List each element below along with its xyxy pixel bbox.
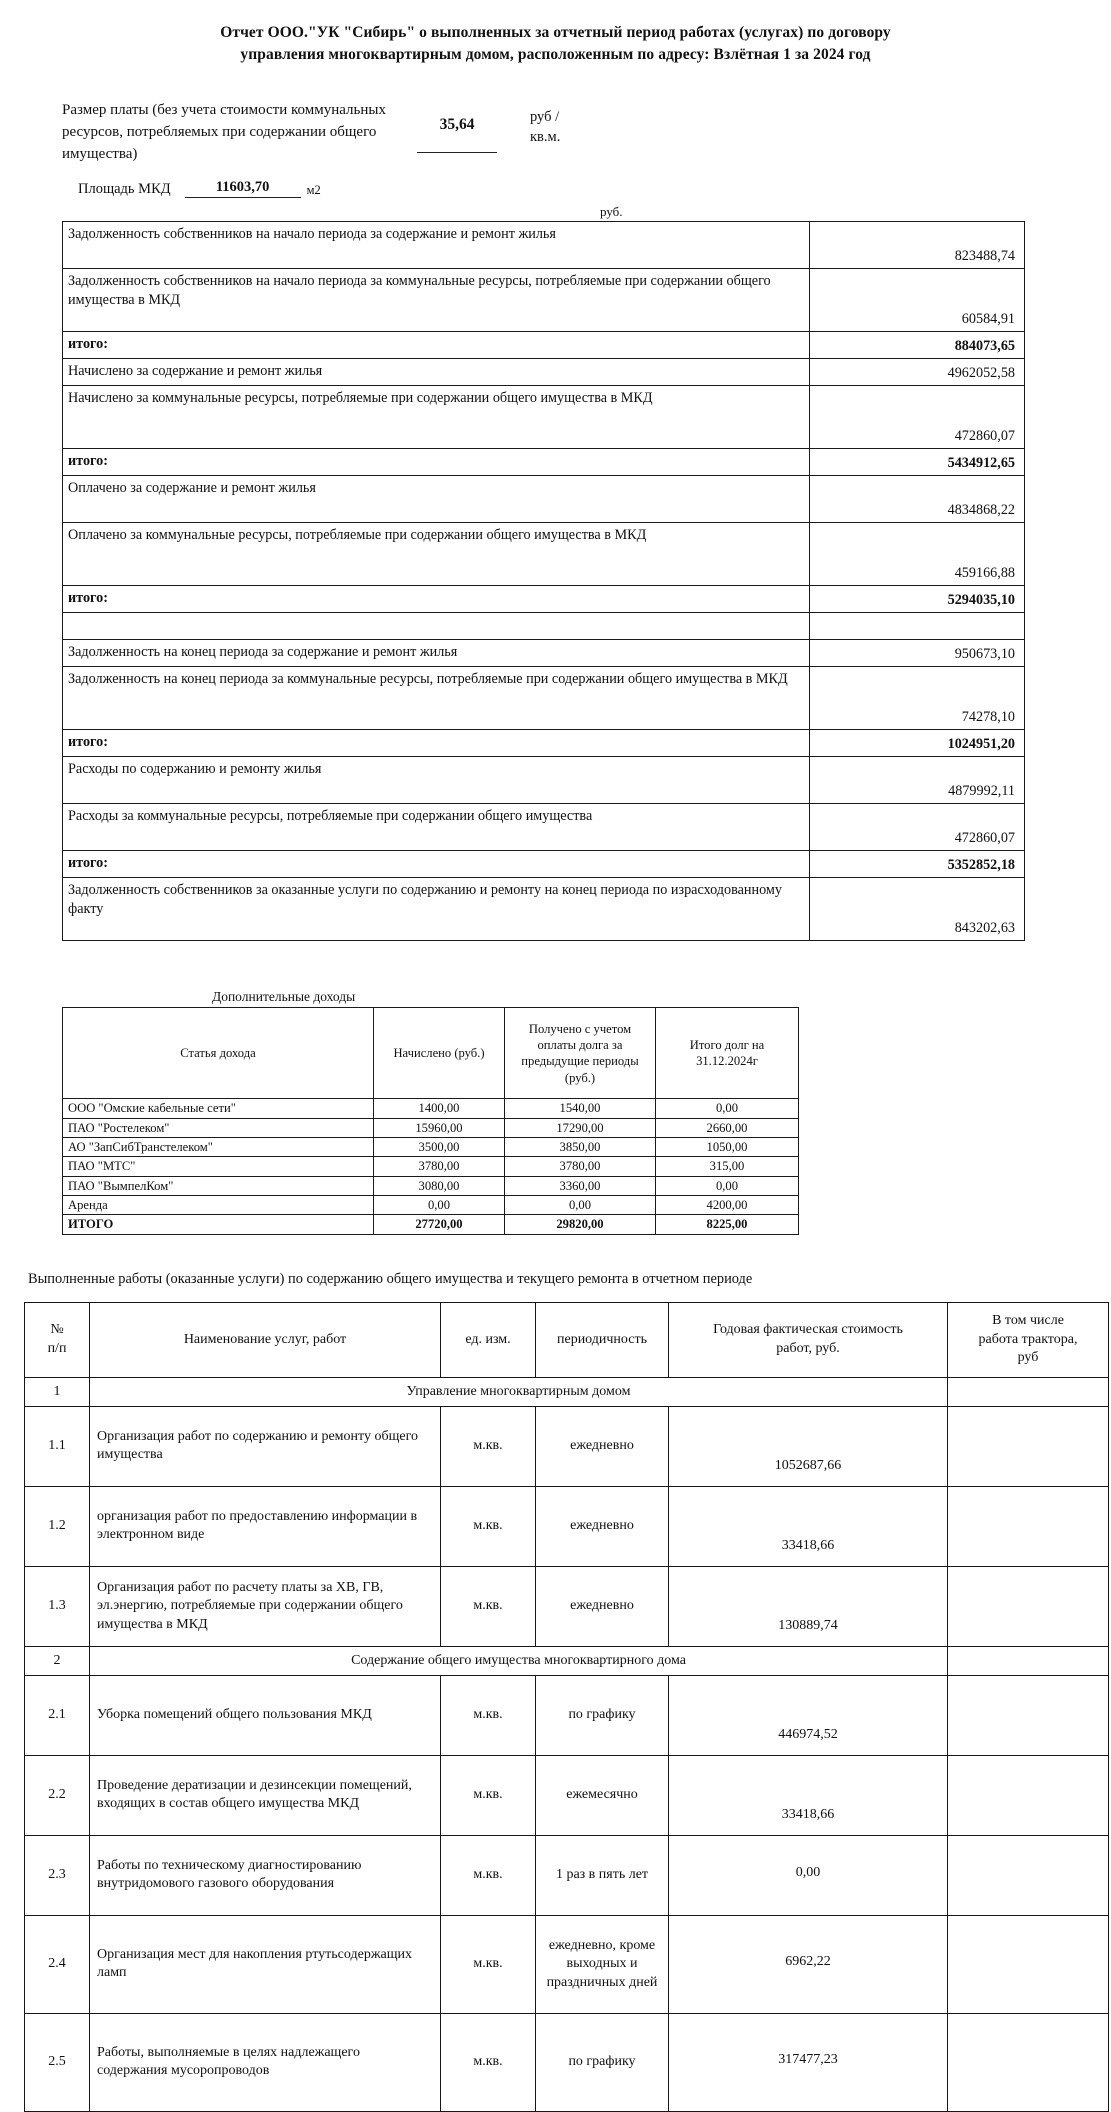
works-col-header-number-line-2: п/п [47,1340,67,1356]
table-row [25,1835,1109,1915]
finance-row-label: итого: [63,332,810,359]
works-col-header-tractor-line-3: руб [1017,1350,1039,1365]
finance-row-value: 459166,88 [810,523,1025,586]
works-row-cost: 0,00 [669,1835,948,1915]
table-row [25,1406,1109,1486]
income-accrued: 1400,00 [374,1099,505,1118]
income-name: Аренда [63,1196,374,1215]
works-row-number: 1.2 [25,1486,90,1566]
works-row-cost: 1052687,66 [669,1406,948,1486]
works-col-header-tractor-line-2: работа трактора, [978,1331,1078,1347]
income-name: ООО "Омские кабельные сети" [63,1099,374,1118]
building-area-unit: м2 [306,183,321,198]
works-row-name: организация работ по предоставлению информации в электронном виде [90,1486,441,1566]
works-row-tractor [948,1486,1109,1566]
table-header-row [63,1008,799,1099]
income-name: ПАО "Ростелеком" [63,1118,374,1137]
finance-row-value: 4879992,11 [810,757,1025,804]
works-row-name: Работы по техническому диагностированию внутридомового газового оборудования [90,1835,441,1915]
works-row-frequency: ежемесячно [536,1755,669,1835]
finance-row-label: итого: [63,586,810,613]
works-row-number: 1.3 [25,1566,90,1646]
finance-row-value: 823488,74 [810,222,1025,269]
works-col-header-cost-line-2: работ, руб. [776,1340,840,1356]
income-debt: 315,00 [656,1157,799,1176]
income-received: 3850,00 [505,1137,656,1156]
page-title-line-2: управления многоквартирным домом, расположенным по адресу: Взлётная 1 за 2024 год [240,46,871,63]
works-row-cost: 446974,52 [669,1675,948,1755]
works-row-name: Проведение дератизации и дезинсекции помещений, входящих в состав общего имущества МКД [90,1755,441,1835]
table-row [63,878,1025,941]
page-title [146,22,966,66]
table-row [63,1137,799,1156]
table-row [63,523,1025,586]
works-row-tractor [948,1675,1109,1755]
works-col-header-tractor-line-1: В том числе [992,1313,1064,1329]
works-row-name: Организация мест для накопления ртутьсодержащих ламп [90,1915,441,2013]
works-row-unit: м.кв. [441,1755,536,1835]
finance-row-label: Задолженность на конец периода за коммунальные ресурсы, потребляемые при содержании общего имущества в МКД [63,667,810,730]
finance-row-value [810,613,1025,640]
works-row-number: 2.1 [25,1675,90,1755]
finance-row-value: 472860,07 [810,386,1025,449]
works-row-cost: 130889,74 [669,1566,948,1646]
works-row-unit: м.кв. [441,1486,536,1566]
income-received: 1540,00 [505,1099,656,1118]
report-page [0,22,1111,2112]
income-accrued: 15960,00 [374,1118,505,1137]
works-row-frequency: 1 раз в пять лет [536,1835,669,1915]
payment-rate-value-wrap [392,100,522,153]
works-col-header-tractor [948,1302,1109,1377]
finance-row-value: 843202,63 [810,878,1025,941]
finance-row-value: 74278,10 [810,667,1025,730]
finance-row-value: 884073,65 [810,332,1025,359]
works-row-cost: 33418,66 [669,1755,948,1835]
works-row-cost: 6962,22 [669,1915,948,2013]
works-row-name: Работы, выполняемые в целях надлежащего содержания мусоропроводов [90,2013,441,2111]
works-row-unit: м.кв. [441,1406,536,1486]
income-accrued: 0,00 [374,1196,505,1215]
income-col-header-received: Получено с учетом оплаты долга за предыдущие периоды (руб.) [505,1008,656,1099]
finance-row-label [63,613,810,640]
income-col-header-name: Статья дохода [63,1008,374,1099]
table-row [63,1118,799,1137]
works-row-number: 2.3 [25,1835,90,1915]
works-row-name: Организация работ по содержанию и ремонту общего имущества [90,1406,441,1486]
table-row [63,222,1025,269]
finance-row-value: 1024951,20 [810,730,1025,757]
income-total-label: ИТОГО [63,1215,374,1234]
works-row-number: 2.4 [25,1915,90,2013]
table-total-row [63,1215,799,1234]
finance-row-value: 5294035,10 [810,586,1025,613]
payment-rate-value: 35,64 [439,116,475,133]
table-header-row [25,1302,1109,1377]
works-row-frequency: ежедневно, кроме выходных и праздничных дней [536,1915,669,2013]
works-row-number: 2.2 [25,1755,90,1835]
works-row-tractor [948,1835,1109,1915]
table-row [63,359,1025,386]
income-debt: 4200,00 [656,1196,799,1215]
payment-rate-units [522,100,560,147]
finance-row-value: 950673,10 [810,640,1025,667]
works-row-number: 1 [25,1377,90,1406]
income-debt: 2660,00 [656,1118,799,1137]
works-row-frequency: ежедневно [536,1406,669,1486]
works-row-unit: м.кв. [441,1915,536,2013]
finance-row-label: Задолженность собственников на начало периода за содержание и ремонт жилья [63,222,810,269]
payment-rate-unit-line-2: кв.м. [530,128,561,145]
building-area-value: 11603,70 [185,179,301,198]
works-row-name: Организация работ по расчету платы за ХВ, ГВ, эл.энергию, потребляемые при содержании общего имущества в МКД [90,1566,441,1646]
finance-row-label: итого: [63,851,810,878]
works-row-frequency: по графику [536,1675,669,1755]
works-col-header-number [25,1302,90,1377]
building-area-label: Площадь МКД [78,181,171,198]
finance-row-value: 4962052,58 [810,359,1025,386]
income-total-debt: 8225,00 [656,1215,799,1234]
works-row-number: 2.5 [25,2013,90,2111]
works-row-number: 1.1 [25,1406,90,1486]
table-row [25,1675,1109,1755]
works-row-tractor [948,1566,1109,1646]
table-row [63,476,1025,523]
income-accrued: 3080,00 [374,1176,505,1195]
income-debt: 0,00 [656,1176,799,1195]
finance-currency-header: руб. [600,204,623,220]
income-col-header-accrued: Начислено (руб.) [374,1008,505,1099]
works-col-header-name: Наименование услуг, работ [90,1302,441,1377]
table-section-row [25,1646,1109,1675]
table-row [63,640,1025,667]
works-row-tractor [948,1915,1109,2013]
table-row [63,332,1025,359]
table-row [63,449,1025,476]
works-row-name: Уборка помещений общего пользования МКД [90,1675,441,1755]
income-name: ПАО "ВымпелКом" [63,1176,374,1195]
income-name: АО "ЗапСибТранстелеком" [63,1137,374,1156]
income-total-accrued: 27720,00 [374,1215,505,1234]
table-row [63,757,1025,804]
income-debt: 0,00 [656,1099,799,1118]
building-area-block [78,179,1111,198]
finance-row-label: итого: [63,730,810,757]
works-row-tractor [948,1377,1109,1406]
finance-row-label: Расходы по содержанию и ремонту жилья [63,757,810,804]
works-section-title: Управление многоквартирным домом [90,1377,948,1406]
table-row [25,1566,1109,1646]
payment-rate-unit-line-1: руб / [530,109,560,125]
works-row-tractor [948,2013,1109,2111]
works-row-frequency: по графику [536,2013,669,2111]
finance-row-label: Задолженность собственников за оказанные услуги по содержанию и ремонту на конец периода по израсходованному факту [63,878,810,941]
works-row-unit: м.кв. [441,1835,536,1915]
finance-row-label: Оплачено за содержание и ремонт жилья [63,476,810,523]
table-row [63,804,1025,851]
finance-row-label: Оплачено за коммунальные ресурсы, потребляемые при содержании общего имущества в МКД [63,523,810,586]
finance-table [62,221,1025,941]
works-row-frequency: ежедневно [536,1566,669,1646]
income-received: 17290,00 [505,1118,656,1137]
table-row [63,1196,799,1215]
table-row [63,386,1025,449]
table-row-spacer [63,613,1025,640]
table-section-row [25,1377,1109,1406]
works-row-frequency: ежедневно [536,1486,669,1566]
works-row-unit: м.кв. [441,1675,536,1755]
payment-rate-block [62,100,682,165]
extra-income-caption: Дополнительные доходы [212,989,356,1005]
table-row [63,1157,799,1176]
finance-row-value: 5434912,65 [810,449,1025,476]
works-section-title: Содержание общего имущества многоквартирного дома [90,1646,948,1675]
works-row-tractor [948,1646,1109,1675]
works-row-unit: м.кв. [441,1566,536,1646]
works-col-header-cost-line-1: Годовая фактическая стоимость [713,1322,903,1338]
finance-row-label: Начислено за содержание и ремонт жилья [63,359,810,386]
finance-row-label: Задолженность собственников на начало периода за коммунальные ресурсы, потребляемые при содержании общего имущества в МКД [63,269,810,332]
finance-row-value: 472860,07 [810,804,1025,851]
income-received: 0,00 [505,1196,656,1215]
works-col-header-cost [669,1302,948,1377]
table-row [25,1755,1109,1835]
payment-rate-underline [417,152,497,153]
finance-row-value: 60584,91 [810,269,1025,332]
payment-rate-label: Размер платы (без учета стоимости коммунальных ресурсов, потребляемых при содержании общего имущества) [62,102,386,162]
table-row [63,730,1025,757]
finance-row-label: итого: [63,449,810,476]
table-row [63,667,1025,730]
works-col-header-number-line-1: № [50,1322,64,1338]
table-row [63,851,1025,878]
finance-row-label: Начислено за коммунальные ресурсы, потребляемые при содержании общего имущества в МКД [63,386,810,449]
income-name: ПАО "МТС" [63,1157,374,1176]
table-row [25,2013,1109,2111]
works-intro-text: Выполненные работы (оказанные услуги) по содержанию общего имущества и текущего ремонта в отчетном периоде [28,1270,753,1287]
table-row [25,1915,1109,2013]
table-row [25,1486,1109,1566]
works-table [24,1302,1109,2112]
table-row [63,586,1025,613]
works-row-tractor [948,1406,1109,1486]
page-title-line-1: Отчет ООО."УК "Сибирь" о выполненных за отчетный период работах (услугах) по договору [220,24,891,41]
works-row-cost: 317477,23 [669,2013,948,2111]
finance-row-value: 5352852,18 [810,851,1025,878]
income-accrued: 3780,00 [374,1157,505,1176]
income-total-received: 29820,00 [505,1215,656,1234]
income-received: 3360,00 [505,1176,656,1195]
works-col-header-unit: ед. изм. [441,1302,536,1377]
income-accrued: 3500,00 [374,1137,505,1156]
extra-income-table [62,1007,799,1235]
works-row-cost: 33418,66 [669,1486,948,1566]
finance-row-label: Расходы за коммунальные ресурсы, потребляемые при содержании общего имущества [63,804,810,851]
income-debt: 1050,00 [656,1137,799,1156]
table-row [63,269,1025,332]
finance-row-label: Задолженность на конец периода за содержание и ремонт жилья [63,640,810,667]
income-received: 3780,00 [505,1157,656,1176]
works-row-tractor [948,1755,1109,1835]
table-row [63,1176,799,1195]
table-row [63,1099,799,1118]
works-row-number: 2 [25,1646,90,1675]
works-row-unit: м.кв. [441,2013,536,2111]
finance-row-value: 4834868,22 [810,476,1025,523]
income-col-header-debt: Итого долг на 31.12.2024г [656,1008,799,1099]
works-col-header-frequency: периодичность [536,1302,669,1377]
